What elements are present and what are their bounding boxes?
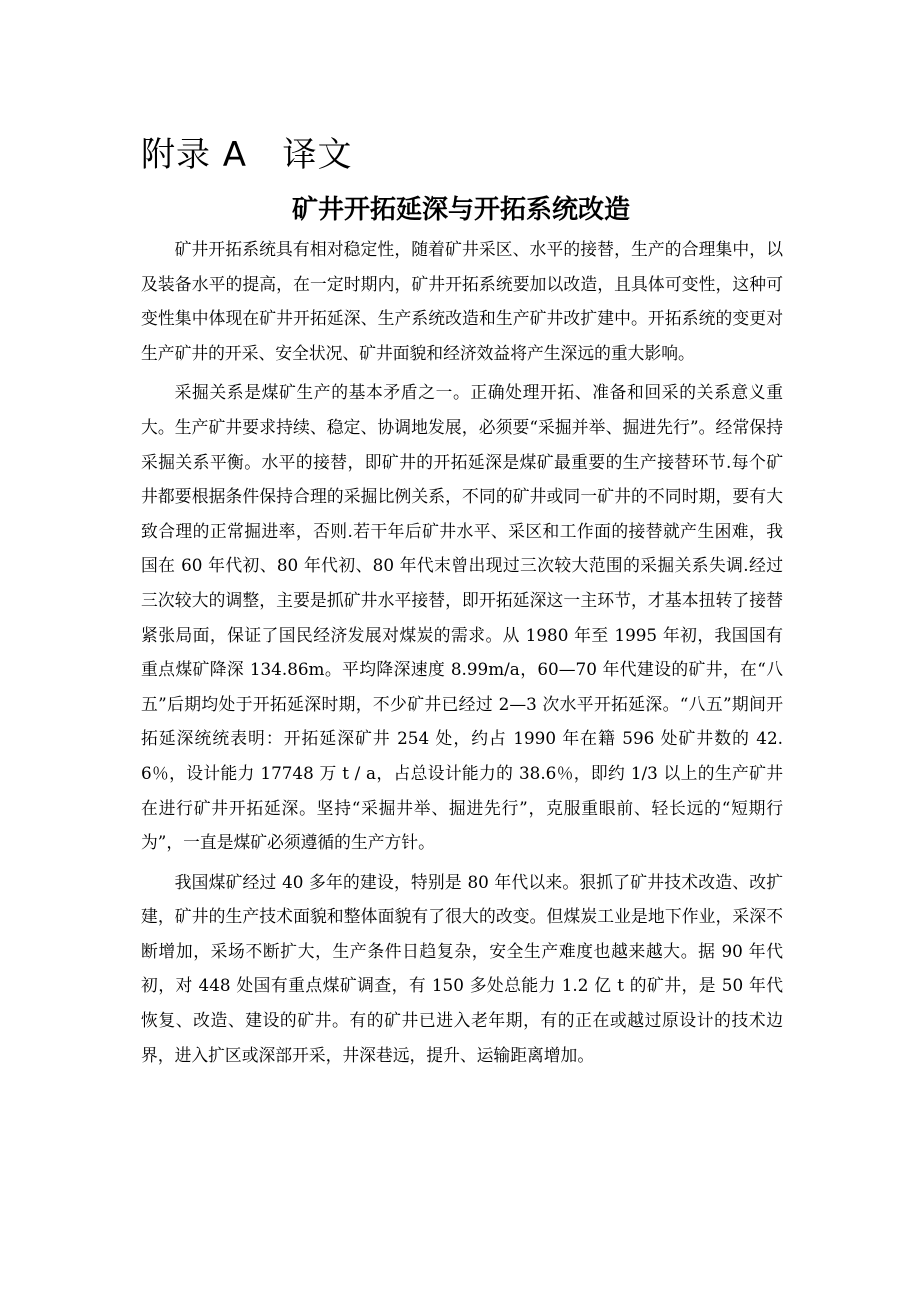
paragraph: 矿井开拓系统具有相对稳定性，随着矿井采区、水平的接替，生产的合理集中，以及装备水平的提高，在一定时期内，矿井开拓系统要加以改造，且具体可变性，这种可变性集中体现在矿井开拓延深、生产系统改造和生产矿井改扩建中。开拓系统的变更对生产矿井的开采、安全状况、矿井面貌和经济效益将产生深远的重大影响。 <box>141 239 783 363</box>
paragraph: 我国煤矿经过 40 多年的建设，特别是 80 年代以来。狠抓了矿井技术改造、改扩建，矿井的生产技术面貌和整体面貌有了很大的改变。但煤炭工业是地下作业，采深不断增加，采场不断扩大，生产条件日趋复杂，安全生产难度也越来越大。据 90 年代初，对 448 处国有重点煤矿调查，有 150 多处总能力 1.2 亿 t 的矿井，是 50 年代恢复、改造、建设的矿井。有的矿井已进入老年期，有的正在或越过原设计的技术边界，进入扩区或深部开采，井深巷远，提升、运输距离增加。 <box>141 871 783 1065</box>
appendix-heading: 附录 A 译文 <box>141 135 353 175</box>
paragraph: 采掘关系是煤矿生产的基本矛盾之一。正确处理开拓、准备和回采的关系意义重大。生产矿井要求持续、稳定、协调地发展，必须要“采掘并举、掘进先行”。经常保持采掘关系平衡。水平的接替，即矿井的开拓延深是煤矿最重要的生产接替环节.每个矿井都要根据条件保持合理的采掘比例关系，不同的矿井或同一矿井的不同时期，要有大致合理的正常掘进率，否则.若干年后矿井水平、采区和工作面的接替就产生困难，我国在 60 年代初、80 年代初、80 年代末曾出现过三次较大范围的采掘关系失调.经过三次较大的调整，主要是抓矿井水平接替，即开拓延深这一主环节，才基本扭转了接替紧张局面，保证了国民经济发展对煤炭的需求。从 1980 年至 1995 年初，我国国有重点煤矿降深 134.86m。平均降深速度 8.99m/a，60—70 年代建设的矿井，在“八五”后期均处于开拓延深时期，不少矿井已经过 2—3 次水平开拓延深。“八五”期间开拓延深统统表明：开拓延深矿井 254 处，约占 1990 年在籍 596 处矿井数的 42.6％，设计能力 17748 万 t / a，占总设计能力的 38.6％，即约 1/3 以上的生产矿井在进行矿井开拓延深。坚持“采掘井举、掘进先行”，克服重眼前、轻长远的“短期行为”，一直是煤矿必须遵循的生产方针。 <box>141 382 783 853</box>
article-body <box>141 232 783 1077</box>
article-title: 矿井开拓延深与开拓系统改造 <box>291 195 630 225</box>
